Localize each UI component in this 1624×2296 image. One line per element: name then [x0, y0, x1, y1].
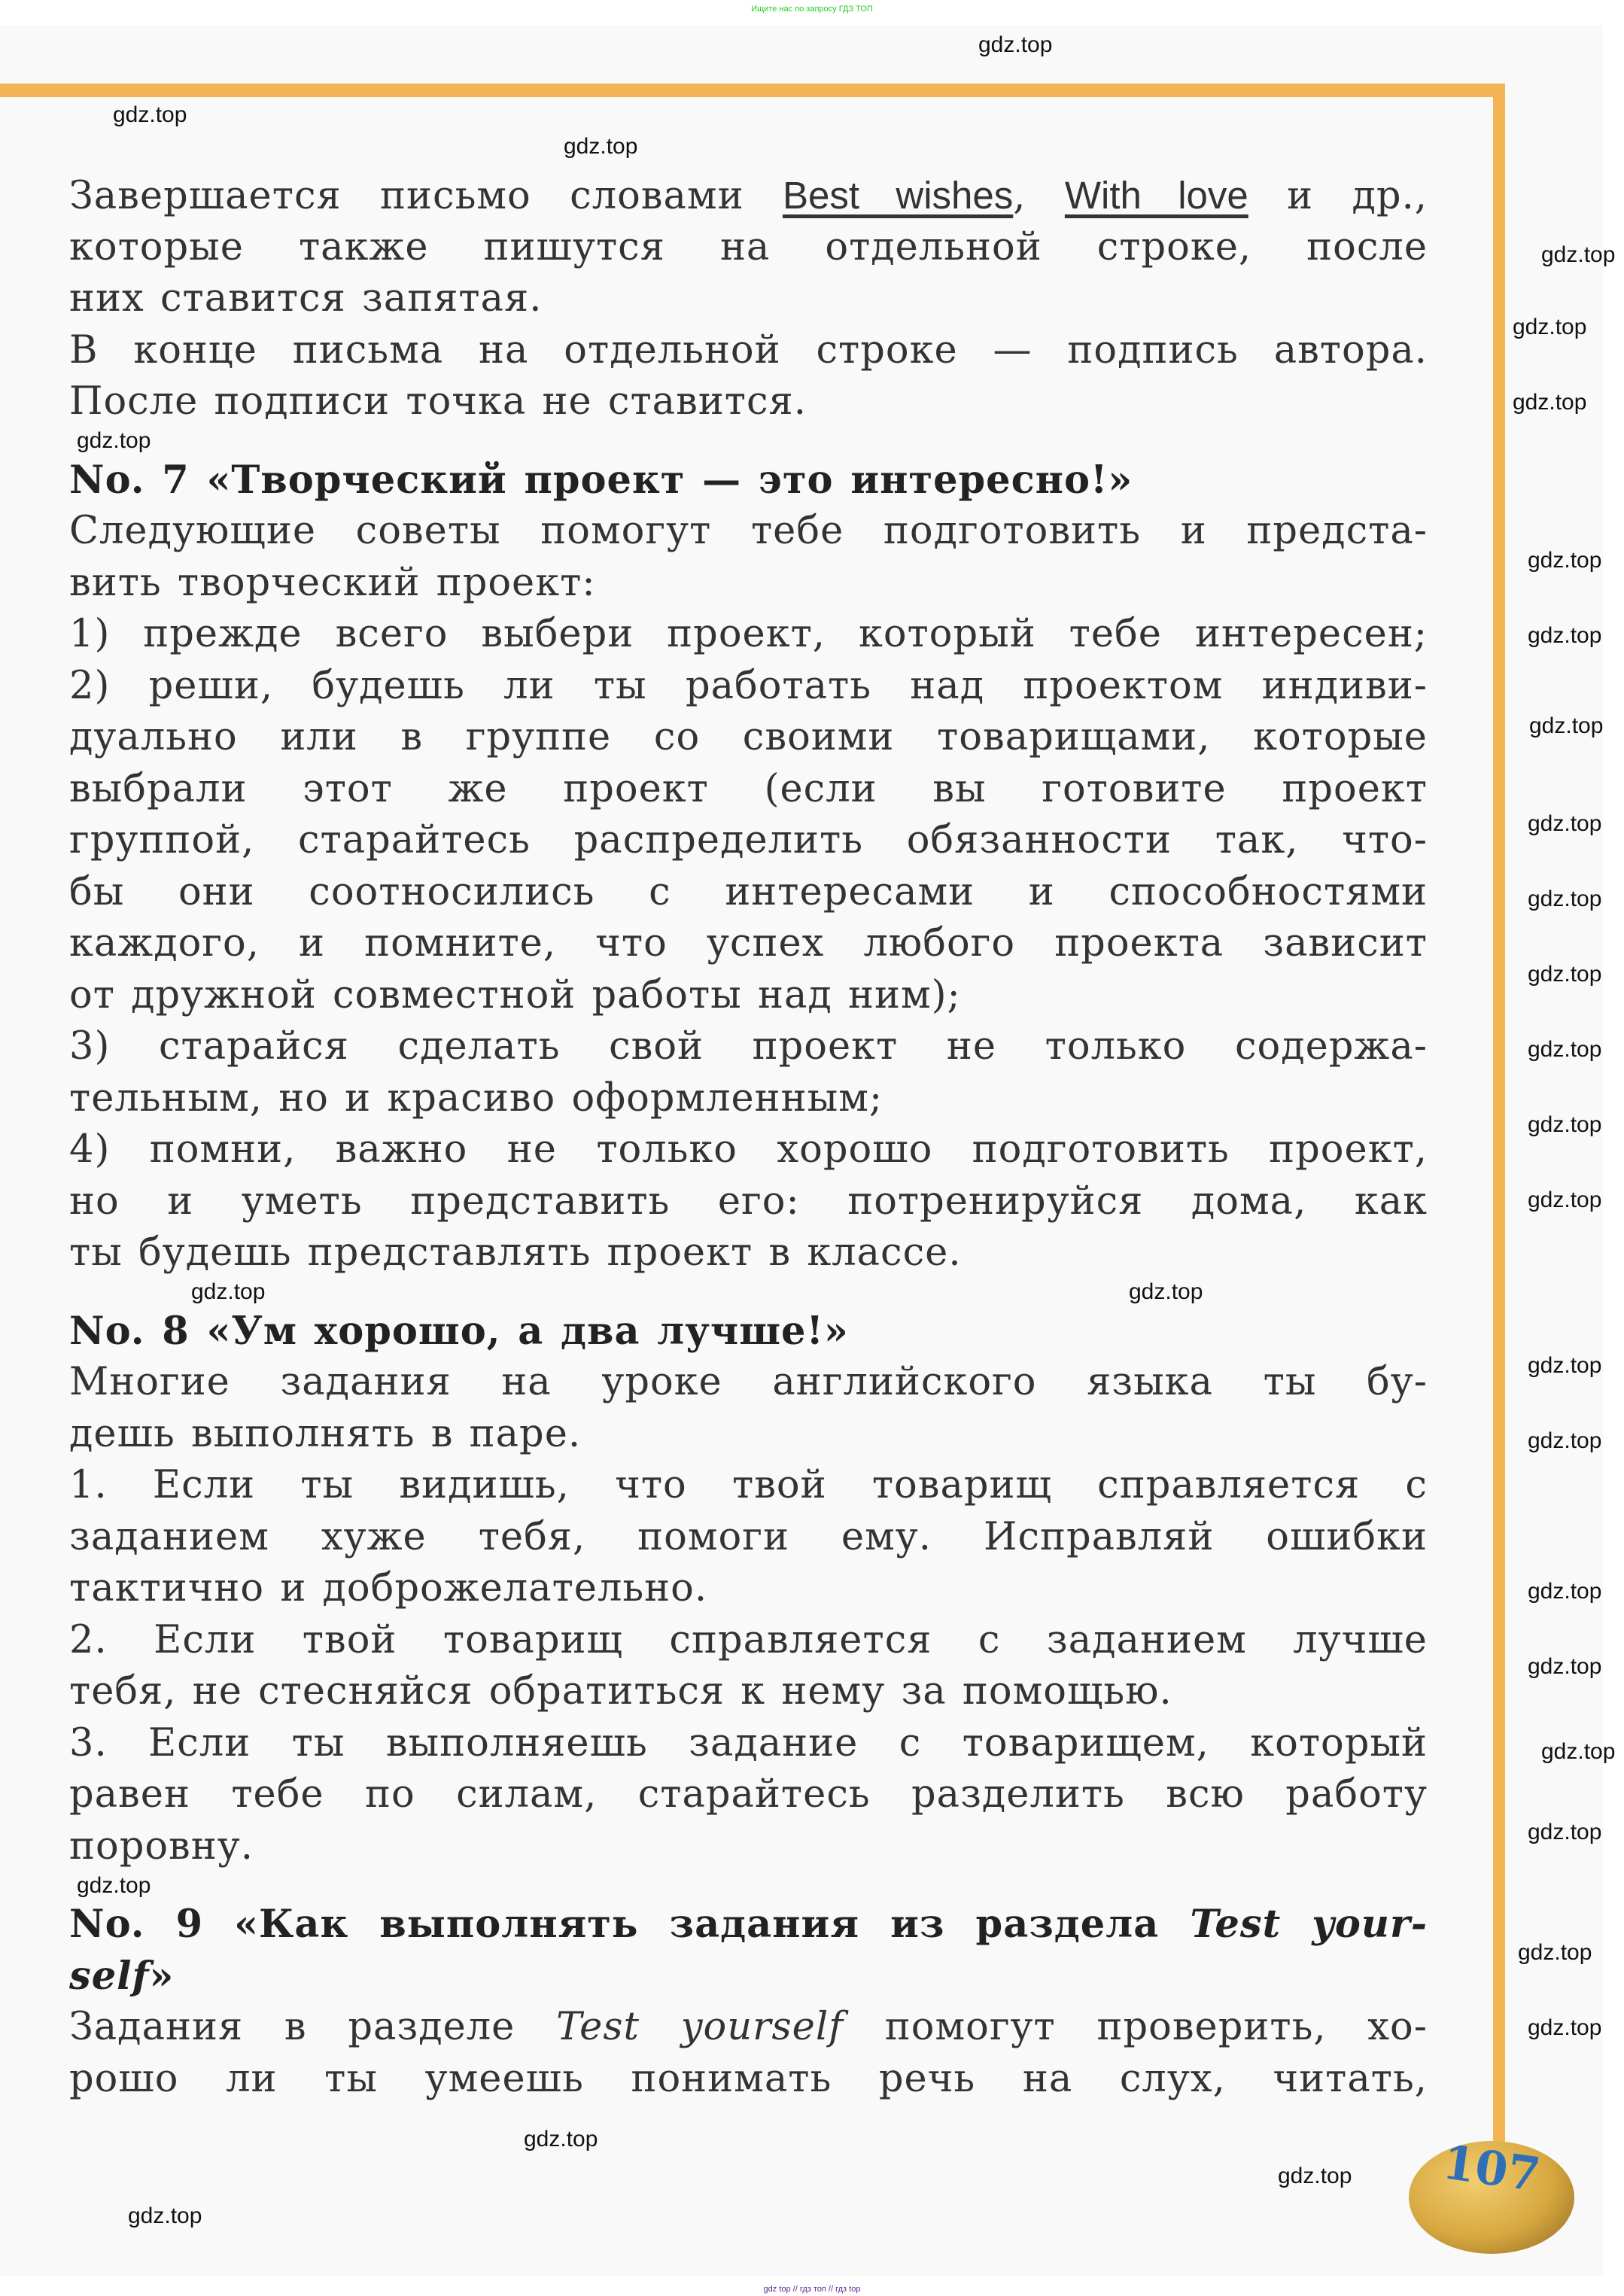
text-line — [69, 558, 1428, 610]
text-run: дешь выполнять в паре. — [69, 1411, 582, 1456]
text-line — [69, 1769, 1428, 1821]
section-heading-line — [69, 1951, 1428, 2003]
footer-note: gdz top // гдз топ // гдз top — [763, 2285, 861, 2294]
watermark-text: gdz.top — [1513, 390, 1587, 415]
text-run: тельным, но и красиво оформленным; — [69, 1075, 883, 1121]
text-line — [69, 2002, 1428, 2054]
text-run: от дружной совместной работы над ним); — [69, 972, 961, 1017]
text-run: тактично и доброжелательно. — [69, 1566, 708, 1610]
text-run: No. 7 «Творческий проект — это интересно!» — [69, 457, 1133, 503]
watermark-text: gdz.top — [1278, 2164, 1352, 2188]
text-line — [69, 170, 1428, 222]
watermark-text: gdz.top — [1528, 1353, 1602, 1378]
watermark-text: gdz.top — [1528, 623, 1602, 648]
text-line — [69, 1563, 1428, 1615]
text-line — [69, 325, 1428, 377]
watermark-text: gdz.top — [77, 1873, 151, 1898]
text-line — [69, 1176, 1428, 1228]
text-line — [69, 1227, 1428, 1279]
text-run: вить творческий проект: — [69, 560, 596, 605]
text-run: выбрали этот же проект (если вы готовите проект — [69, 766, 1428, 811]
watermark-text: gdz.top — [1528, 962, 1602, 987]
watermark-text: gdz.top — [1541, 1739, 1616, 1764]
watermark-text: gdz.top — [1518, 1940, 1592, 1965]
watermark-text: gdz.top — [1528, 1112, 1602, 1137]
text-section — [69, 455, 1428, 1279]
text-line — [69, 1021, 1428, 1073]
watermark-text: gdz.top — [1528, 1820, 1602, 1844]
text-run: Следующие советы помогут тебе подготовить и предста- — [69, 509, 1428, 553]
text-run: которые также пишутся на отдельной строке, после — [69, 224, 1428, 269]
text-run: и др., — [1248, 174, 1428, 218]
watermark-text: gdz.top — [564, 134, 638, 159]
watermark-text: gdz.top — [1541, 242, 1616, 267]
text-line — [69, 273, 1428, 325]
page-text — [69, 170, 1428, 2105]
text-line — [69, 712, 1428, 764]
text-run: 1. Если ты видишь, что твой товарищ справляется с — [69, 1463, 1428, 1507]
text-run: но и уметь представить его: потренируйся дома, как — [69, 1178, 1428, 1224]
watermark-text: gdz.top — [128, 2203, 202, 2228]
watermark-text: gdz.top — [1528, 1428, 1602, 1453]
text-line — [69, 1357, 1428, 1409]
text-line — [69, 1460, 1428, 1512]
text-run: 2. Если твой товарищ справляется с заданием лучше — [69, 1617, 1428, 1662]
italic-phrase: Test your- — [1190, 1902, 1428, 1947]
watermark-text: gdz.top — [1528, 886, 1602, 911]
text-run: 3. Если ты выполняешь задание с товарищем, который — [69, 1720, 1428, 1765]
text-line — [69, 222, 1428, 274]
text-run: , — [1013, 174, 1065, 218]
watermark-text: gdz.top — [1129, 1279, 1203, 1304]
text-run: Завершается письмо словами — [69, 174, 783, 218]
text-line — [69, 609, 1428, 661]
text-run: 2) реши, будешь ли ты работать над проектом индиви- — [69, 663, 1428, 708]
watermark-text: gdz.top — [1528, 2015, 1602, 2040]
watermark-text: gdz.top — [524, 2127, 598, 2152]
text-run: 3) старайся сделать свой проект не только содержа- — [69, 1024, 1428, 1069]
watermark-text: gdz.top — [1529, 713, 1604, 738]
text-line — [69, 1512, 1428, 1564]
watermark-text: gdz.top — [113, 102, 187, 127]
text-line — [69, 815, 1428, 867]
text-run: No. 8 «Ум хорошо, а два лучше!» — [69, 1308, 849, 1354]
text-run: 1) прежде всего выбери проект, который тебе интересен; — [69, 612, 1428, 656]
text-line — [69, 1615, 1428, 1667]
section-heading-line — [69, 455, 1428, 506]
text-line — [69, 1124, 1428, 1176]
text-run: каждого, и помните, что успех любого проекта зависит — [69, 921, 1428, 966]
text-section — [69, 170, 1428, 428]
text-section — [69, 1899, 1428, 2105]
text-line — [69, 764, 1428, 816]
text-line — [69, 1718, 1428, 1770]
text-run: помогут проверить, хо- — [844, 2005, 1428, 2049]
text-line — [69, 1821, 1428, 1873]
italic-phrase: self — [69, 1953, 150, 1999]
text-run: » — [149, 1953, 175, 1999]
page-number-badge — [1409, 2134, 1574, 2254]
text-run: После подписи точка не ставится. — [69, 379, 807, 424]
watermark-text: gdz.top — [1528, 1037, 1602, 1062]
text-run: В конце письма на отдельной строке — подпись автора. — [69, 327, 1428, 373]
frame-top-border — [0, 84, 1505, 97]
text-run: заданием хуже тебя, помоги ему. Исправляй ошибки — [69, 1514, 1428, 1559]
text-run: бы они соотносились с интересами и способностями — [69, 869, 1428, 914]
text-run: 4) помни, важно не только хорошо подготовить проект, — [69, 1127, 1428, 1172]
text-run: равен тебе по силам, старайтесь разделить всю работу — [69, 1772, 1428, 1817]
watermark-text: gdz.top — [1513, 315, 1587, 339]
text-run: No. 9 «Как выполнять задания из раздела — [69, 1902, 1191, 1947]
section-heading-line — [69, 1899, 1428, 1951]
text-run: Многие задания на уроке английского языка ты бу- — [69, 1360, 1428, 1404]
watermark-text: gdz.top — [1528, 1579, 1602, 1604]
text-line — [69, 1073, 1428, 1125]
text-line — [69, 661, 1428, 713]
section-heading-line — [69, 1306, 1428, 1358]
watermark-text: gdz.top — [1528, 1188, 1602, 1212]
watermark-text: gdz.top — [1528, 811, 1602, 836]
page-number: 107 — [1439, 2134, 1544, 2203]
text-run: дуально или в группе со своими товарищами, которые — [69, 715, 1428, 759]
text-line — [69, 1666, 1428, 1718]
text-run: Задания в разделе — [69, 2005, 557, 2049]
text-run: них ставится запятая. — [69, 276, 543, 321]
text-section — [69, 1306, 1428, 1873]
text-run: группой, старайтесь распределить обязанности так, что- — [69, 818, 1428, 862]
frame-right-border — [1493, 84, 1505, 2168]
underlined-phrase: With love — [1064, 174, 1248, 217]
text-run: ты будешь представлять проект в классе. — [69, 1230, 962, 1275]
text-line — [69, 506, 1428, 558]
text-line — [69, 1409, 1428, 1461]
watermark-text: gdz.top — [1528, 1654, 1602, 1679]
text-run: тебя, не стесняйся обратиться к нему за помощью. — [69, 1669, 1172, 1714]
underlined-phrase: Best wishes — [782, 174, 1014, 217]
text-line — [69, 918, 1428, 970]
watermark-text: gdz.top — [1528, 548, 1602, 573]
text-line — [69, 867, 1428, 919]
watermark-text: gdz.top — [191, 1279, 266, 1304]
text-line — [69, 970, 1428, 1022]
italic-phrase: Test yourself — [556, 2005, 844, 2049]
watermark-text: gdz.top — [978, 32, 1053, 57]
text-run: рошо ли ты умеешь понимать речь на слух, читать, — [69, 2056, 1428, 2101]
search-hint-banner: Ищите нас по запросу ГДЗ ТОП — [751, 5, 873, 14]
text-line — [69, 376, 1428, 428]
watermark-text: gdz.top — [77, 428, 151, 453]
text-run: поровну. — [69, 1823, 254, 1869]
text-line — [69, 2054, 1428, 2106]
